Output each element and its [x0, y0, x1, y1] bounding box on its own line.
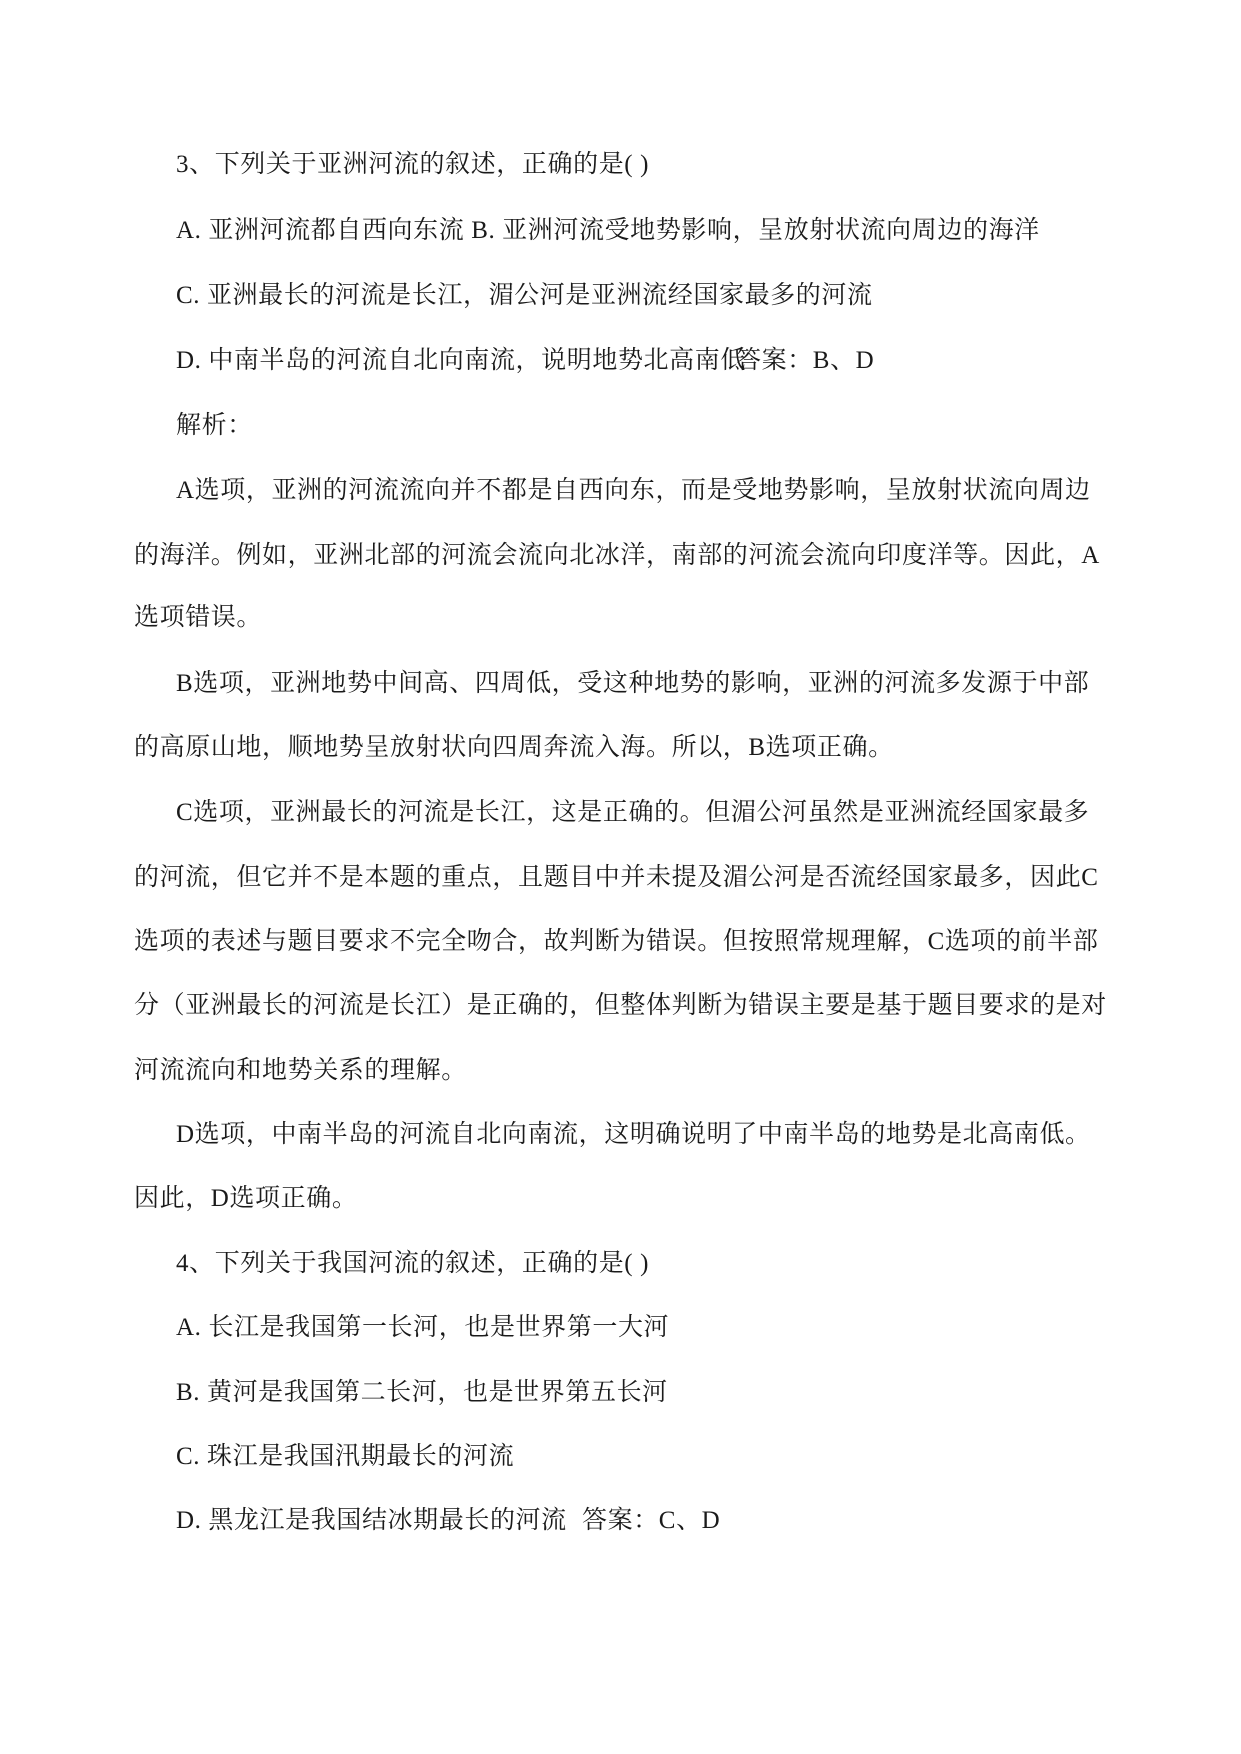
question-4-answer: 答案：C、D — [582, 1507, 721, 1534]
analysis-a-line: 的海洋。例如，亚洲北部的河流会流向北冰洋，南部的河流会流向印度洋等。因此，A — [134, 542, 1100, 569]
question-3-option-c: C. 亚洲最长的河流是长江，湄公河是亚洲流经国家最多的河流 — [176, 282, 873, 309]
analysis-heading: 解析： — [176, 412, 253, 439]
analysis-b-line: B选项，亚洲地势中间高、四周低，受这种地势的影响，亚洲的河流多发源于中部 — [176, 670, 1090, 697]
analysis-a-line: 选项错误。 — [134, 604, 263, 631]
question-4-option-a: A. 长江是我国第一长河，也是世界第一大河 — [176, 1314, 670, 1341]
question-3-stem: 3、下列关于亚洲河流的叙述，正确的是( ) — [176, 151, 650, 178]
analysis-c-line: 分（亚洲最长的河流是长江）是正确的，但整体判断为错误主要是基于题目要求的是对 — [134, 992, 1107, 1019]
analysis-a-line: A选项，亚洲的河流流向并不都是自西向东，而是受地势影响，呈放射状流向周边 — [176, 477, 1091, 504]
analysis-c-line: C选项，亚洲最长的河流是长江，这是正确的。但湄公河虽然是亚洲流经国家最多 — [176, 799, 1090, 826]
question-4-option-d: D. 黑龙江是我国结冰期最长的河流 — [176, 1507, 567, 1534]
analysis-d-line: 因此，D选项正确。 — [134, 1185, 358, 1212]
question-4-option-c: C. 珠江是我国汛期最长的河流 — [176, 1443, 515, 1470]
analysis-b-line: 的高原山地，顺地势呈放射状向四周奔流入海。所以，B选项正确。 — [134, 734, 894, 761]
analysis-c-line: 的河流，但它并不是本题的重点，且题目中并未提及湄公河是否流经国家最多，因此C — [134, 864, 1099, 891]
analysis-d-line: D选项，中南半岛的河流自北向南流，这明确说明了中南半岛的地势是北高南低。 — [176, 1121, 1091, 1148]
analysis-c-line: 选项的表述与题目要求不完全吻合，故判断为错误。但按照常规理解，C选项的前半部 — [134, 928, 1099, 955]
question-3-options-a-b: A. 亚洲河流都自西向东流 B. 亚洲河流受地势影响，呈放射状流向周边的海洋 — [176, 217, 1040, 244]
question-4-stem: 4、下列关于我国河流的叙述，正确的是( ) — [176, 1250, 650, 1277]
question-3-option-d: D. 中南半岛的河流自北向南流，说明地势北高南低 — [176, 347, 746, 374]
analysis-c-line: 河流流向和地势关系的理解。 — [134, 1057, 467, 1084]
question-3-answer: 答案：B、D — [736, 347, 875, 374]
question-4-option-b: B. 黄河是我国第二长河，也是世界第五长河 — [176, 1379, 668, 1406]
